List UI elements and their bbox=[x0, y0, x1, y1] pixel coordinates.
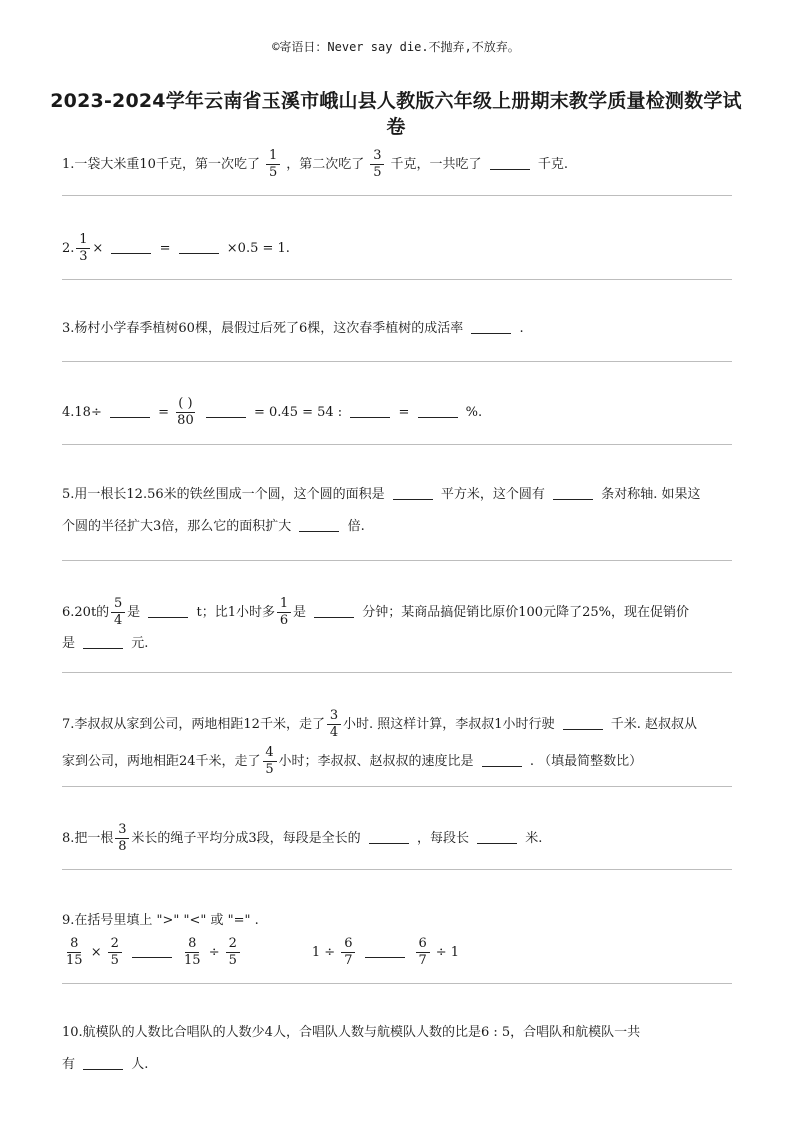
q2-number: 2. bbox=[62, 241, 75, 256]
answer-blank[interactable] bbox=[471, 319, 511, 334]
q8-text-a: 8.把一根 bbox=[62, 831, 114, 846]
equals-sign: = bbox=[158, 405, 170, 420]
divider bbox=[62, 361, 732, 362]
comparison-1 bbox=[62, 936, 242, 969]
fraction: $\frac{3}{5}$ bbox=[370, 148, 384, 181]
divider bbox=[62, 983, 732, 984]
q7-text-a: 7.李叔叔从家到公司，两地相距12千米，走了 bbox=[62, 717, 325, 732]
answer-blank[interactable] bbox=[83, 1055, 123, 1070]
fraction: $\frac{2}{5}$ bbox=[226, 936, 240, 969]
fraction: $\frac{1}{5}$ bbox=[266, 148, 280, 181]
q9-e2-text-a: 1 ÷ bbox=[311, 945, 336, 960]
answer-blank[interactable] bbox=[110, 403, 150, 418]
answer-blank[interactable] bbox=[563, 715, 603, 730]
title-line-2: 卷 bbox=[386, 116, 406, 138]
answer-blank[interactable] bbox=[83, 634, 123, 649]
q1-text-d: 千克. bbox=[537, 157, 568, 172]
q10-text-a: 10.航模队的人数比合唱队的人数少4人，合唱队人数与航模队人数的比是6 : 5，合唱队和航模队一共 bbox=[62, 1025, 641, 1040]
answer-blank[interactable] bbox=[553, 485, 593, 500]
answer-blank[interactable] bbox=[299, 517, 339, 532]
q5-text-d: 个圆的半径扩大3倍，那么它的面积扩大 bbox=[62, 519, 292, 534]
q4-text-a: 4.18÷ bbox=[62, 405, 102, 420]
fraction: $\frac{( )}{80}$ bbox=[177, 396, 194, 428]
q6-text-f: 是 bbox=[62, 636, 76, 651]
divider bbox=[62, 279, 732, 280]
q7-text-b: 小时. 照这样计算，李叔叔1小时行驶 bbox=[342, 717, 555, 732]
fraction: $\frac{2}{5}$ bbox=[108, 936, 122, 969]
q5-text-e: 倍. bbox=[347, 519, 365, 534]
q1-text-c: 千克，一共吃了 bbox=[390, 157, 482, 172]
q4-text-c: = 0.45 = 54 : bbox=[254, 405, 343, 420]
divider bbox=[62, 672, 732, 673]
divider bbox=[62, 786, 732, 787]
q8-text-c: ，每段长 bbox=[416, 831, 469, 846]
fraction: $\frac{1}{3}$ bbox=[76, 232, 90, 265]
divider bbox=[62, 560, 732, 561]
q5-text-c: 条对称轴. 如果这 bbox=[601, 487, 701, 502]
fraction: $\frac{6}{7}$ bbox=[416, 936, 430, 969]
q6-text-d: 是 bbox=[292, 605, 306, 620]
q7-text-f: . （填最简整数比） bbox=[529, 754, 643, 769]
q10-text-b: 有 bbox=[62, 1057, 76, 1072]
divider bbox=[62, 869, 732, 870]
fraction: $\frac{4}{5}$ bbox=[263, 745, 277, 778]
q10-text-c: 人. bbox=[131, 1057, 149, 1072]
q5-text-a: 5.用一根长12.56米的铁丝围成一个圆，这个圆的面积是 bbox=[62, 487, 385, 502]
comparison-2 bbox=[312, 936, 459, 969]
answer-blank[interactable] bbox=[179, 239, 219, 254]
divide-sign: ÷ bbox=[208, 945, 220, 960]
question-2 bbox=[62, 232, 742, 265]
fraction: $\frac{5}{4}$ bbox=[111, 596, 125, 629]
question-10 bbox=[62, 1022, 742, 1076]
title-line-1: 2023-2024学年云南省玉溪市峨山县人教版六年级上册期末教学质量检测数学试 bbox=[50, 90, 742, 112]
question-8 bbox=[62, 822, 742, 855]
q9-e2-text-b: ÷ 1 bbox=[435, 945, 460, 960]
question-3 bbox=[62, 318, 742, 340]
q4-text-e: %. bbox=[465, 405, 483, 420]
equals-sign: = bbox=[398, 405, 410, 420]
q6-text-e: 分钟；某商品搞促销比原价100元降了25%，现在促销价 bbox=[362, 605, 689, 620]
q7-text-c: 千米. 赵叔叔从 bbox=[610, 717, 698, 732]
fraction: $\frac{1}{6}$ bbox=[277, 596, 291, 629]
q8-text-b: 米长的绳子平均分成3段，每段是全长的 bbox=[131, 831, 361, 846]
question-1 bbox=[62, 148, 742, 181]
page-title bbox=[40, 88, 752, 140]
q6-text-g: 元. bbox=[131, 636, 149, 651]
times-sign: × bbox=[90, 945, 102, 960]
q5-text-b: 平方米，这个圆有 bbox=[440, 487, 545, 502]
answer-blank[interactable] bbox=[206, 403, 246, 418]
q2-text-d: ×0.5 = 1. bbox=[226, 241, 290, 256]
q6-text-b: 是 bbox=[127, 605, 141, 620]
answer-blank[interactable] bbox=[365, 943, 405, 958]
equals-sign: = bbox=[159, 241, 171, 256]
q7-text-d: 家到公司，两地相距24千米，走了 bbox=[62, 754, 261, 769]
q9-text-a: 9.在括号里填上 ">" "<" 或 "=" . bbox=[62, 913, 259, 928]
q8-text-d: 米. bbox=[525, 831, 543, 846]
q3-text-a: 3.杨村小学春季植树60棵，晨假过后死了6棵，这次春季植树的成活率 bbox=[62, 321, 464, 336]
answer-blank[interactable] bbox=[132, 943, 172, 958]
answer-blank[interactable] bbox=[490, 155, 530, 170]
question-5 bbox=[62, 484, 742, 538]
q1-text-a: 1.一袋大米重10千克，第一次吃了 bbox=[62, 157, 260, 172]
question-6 bbox=[62, 596, 742, 655]
times-sign: × bbox=[92, 241, 104, 256]
answer-blank[interactable] bbox=[350, 403, 390, 418]
answer-blank[interactable] bbox=[111, 239, 151, 254]
question-7 bbox=[62, 708, 742, 778]
answer-blank[interactable] bbox=[477, 829, 517, 844]
fraction: $\frac{8}{15}$ bbox=[184, 936, 201, 968]
question-4 bbox=[62, 396, 742, 429]
motto: ©寄语日：Never say die.不抛弃,不放弃。 bbox=[272, 40, 520, 54]
answer-blank[interactable] bbox=[393, 485, 433, 500]
fraction: $\frac{3}{4}$ bbox=[327, 708, 341, 741]
answer-blank[interactable] bbox=[418, 403, 458, 418]
divider bbox=[62, 195, 732, 196]
divider bbox=[62, 444, 732, 445]
fraction: $\frac{3}{8}$ bbox=[115, 822, 129, 855]
q3-text-b: . bbox=[519, 321, 524, 336]
q6-text-a: 6.20t的 bbox=[62, 605, 110, 620]
q6-text-c: t；比1小时多 bbox=[196, 605, 275, 620]
answer-blank[interactable] bbox=[369, 829, 409, 844]
fraction: $\frac{8}{15}$ bbox=[66, 936, 83, 968]
answer-blank[interactable] bbox=[482, 752, 522, 767]
fraction: $\frac{6}{7}$ bbox=[341, 936, 355, 969]
answer-blank[interactable] bbox=[314, 603, 354, 618]
q7-text-e: 小时；李叔叔、赵叔叔的速度比是 bbox=[278, 754, 474, 769]
question-9 bbox=[62, 910, 742, 969]
q1-text-b: ，第二次吃了 bbox=[286, 157, 365, 172]
answer-blank[interactable] bbox=[148, 603, 188, 618]
